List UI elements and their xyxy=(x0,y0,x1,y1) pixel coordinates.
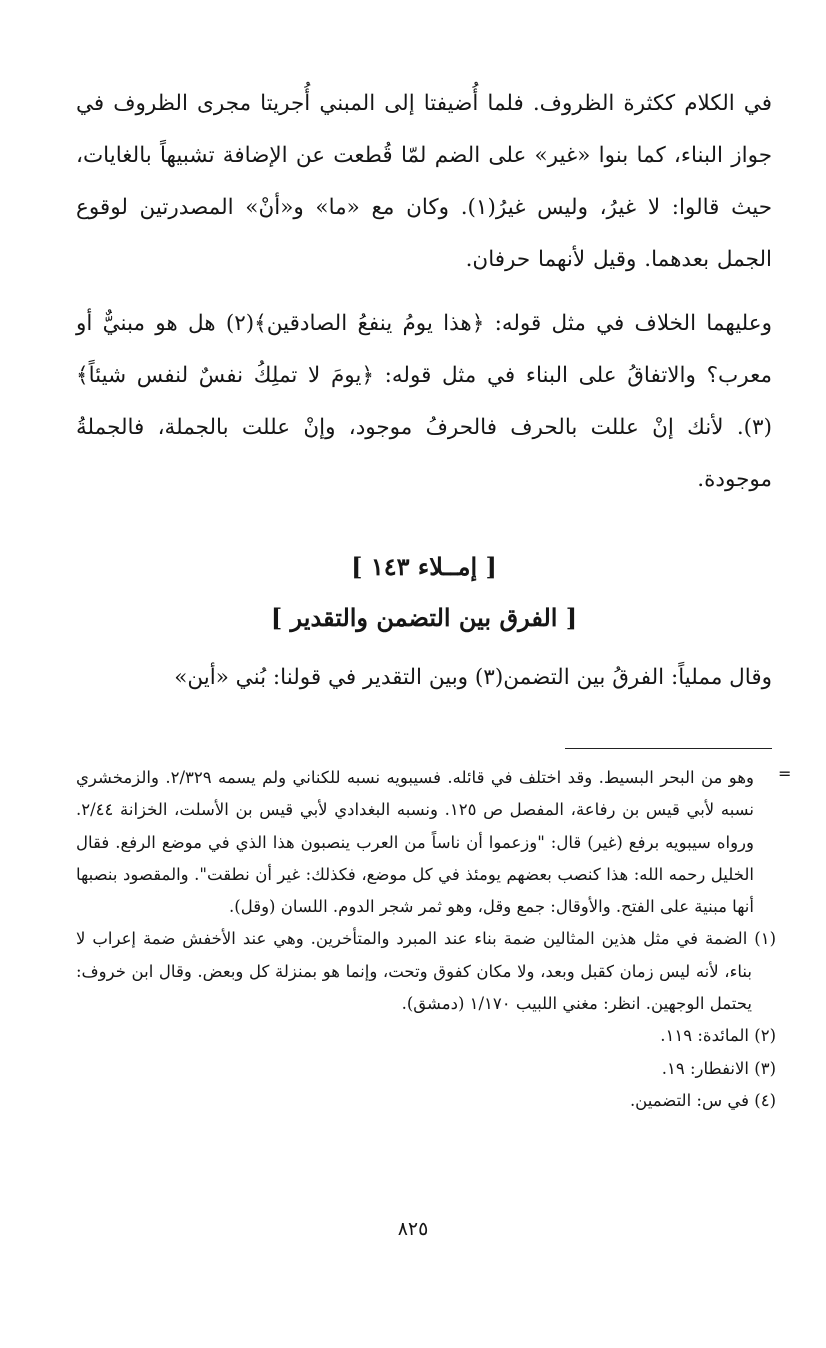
footnote-separator xyxy=(565,748,772,749)
paragraph-1: في الكلام ككثرة الظروف. فلما أُضيفتا إلى المبني أُجريتا مجرى الظروف في جواز البناء، كما بنوا «غير» على الضم لمّا قُطعت عن الإضافة تشبيهاً بالغايات، حيث قالوا: لا غيرُ، وليس غيرُ(١). وكان مع «ما» و«أنْ» المصدرتين لوقوع الجمل بعدهما. وقيل لأنهما حرفان. xyxy=(76,91,772,272)
intro-line: وقال مملياً: الفرقُ بين التضمن(٣) وبين التقدير في قولنا: بُني «أين» xyxy=(174,665,772,690)
paragraph-2: وعليهما الخلاف في مثل قوله: ﴿هذا يومُ ينفعُ الصادقين﴾(٢) هل هو مبنيٌّ أو معرب؟ والاتفاقُ على البناء في مثل قوله: ﴿يومَ لا تملِكُ نفسٌ لنفس شيئاً﴾(٣). لأنك إنْ عللت بالحرف فالحرفُ موجود، وإنْ عللت بالجملة، فالجملةُ موجودة. xyxy=(76,311,773,492)
continuation-marker: = xyxy=(778,764,792,783)
footnote-2: (٢) المائدة: ١١٩. xyxy=(660,1026,776,1046)
footnote-continued: وهو من البحر البسيط. وقد اختلف في قائله. فسيبويه نسبه للكناني ولم يسمه ٢/٣٢٩. والزمخشري نسبه لأبي قيس بن رفاعة، المفصل ص ١٢٥. ونسبه البغدادي لأبي قيس بن الأسلت، الخزانة ٢/٤٤. ورواه سيبويه برفع (غير) قال: "وزعموا أن ناساً من العرب ينصبون هذا الذي في موضع الرفع. فقال الخليل رحمه الله: هذا كنصب بعضهم يومئذ في كل موضع، فكذلك: غير أن نطقت". والمقصود بنصبها أنها مبنية على الفتح. والأوقال: جمع وقل، وهو ثمر شجر الدوم. اللسان (وقل). xyxy=(76,768,754,917)
footnotes-block xyxy=(76,762,776,1117)
page-number: ٨٢٥ xyxy=(397,1218,429,1240)
footnote-3: (٣) الانفطار: ١٩. xyxy=(661,1058,776,1078)
footnote-1: (١) الضمة في مثل هذين المثالين ضمة بناء عند المبرد والمتأخرين. وهي عند الأخفش ضمة إعراب لا بناء، لأنه ليس زمان كقبل وبعد، ولا مكان كفوق وتحت، وإنما هو بمنزلة كل وبعض. وقال ابن خروف: يحتمل الوجهين. انظر: مغني اللبيب ١/١٧٠ (دمشق). xyxy=(76,929,776,1014)
main-text-block xyxy=(76,78,772,506)
imla-heading: [ إمــلاء ١٤٣ ] xyxy=(351,552,497,581)
footnote-4: (٤) في س: التضمين. xyxy=(629,1090,776,1110)
section-title: [ الفرق بين التضمن والتقدير ] xyxy=(270,603,578,632)
